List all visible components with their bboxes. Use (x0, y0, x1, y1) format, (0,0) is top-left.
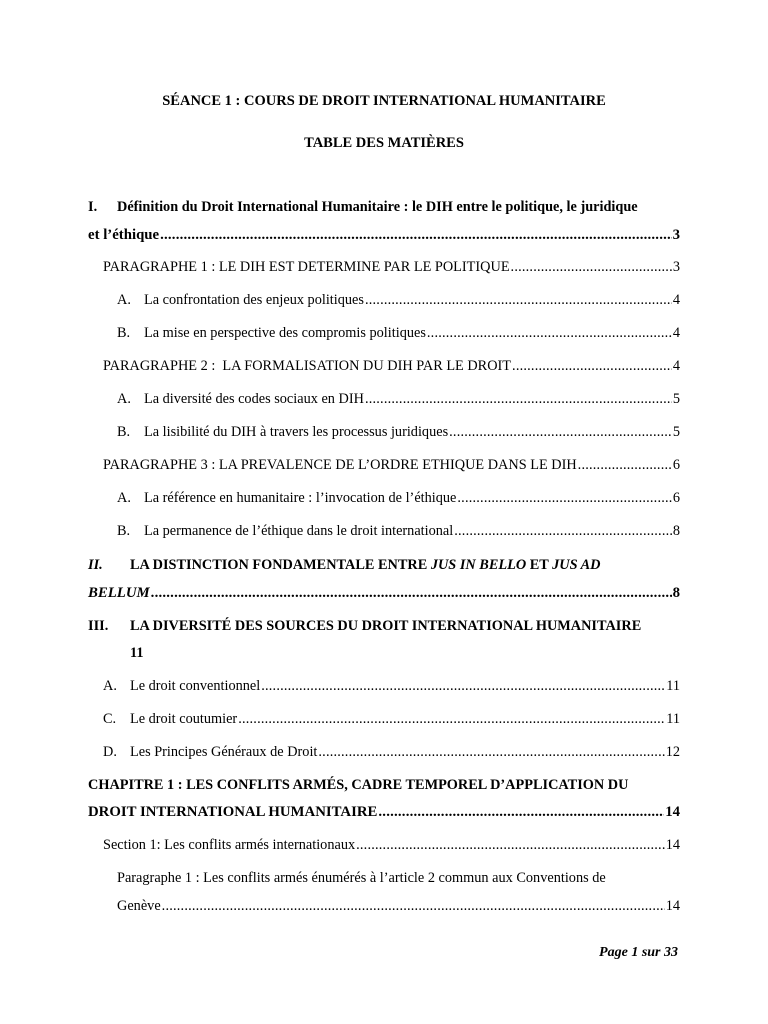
leader-dots (378, 805, 664, 820)
toc-paragraph-3a-entry[interactable] (117, 491, 680, 505)
toc-page-number: 11 (130, 645, 144, 661)
toc-item-title: Section 1: Les conflits armés internationaux (103, 837, 356, 853)
leader-dots (261, 679, 665, 693)
toc-paragraph-2b-entry[interactable] (117, 425, 680, 439)
toc-paragraph-1b-entry[interactable] (117, 326, 680, 340)
toc-item-letter: B. (117, 424, 131, 440)
toc-paragraph-1a-entry[interactable] (117, 293, 680, 307)
toc-paragraph-2-title: PARAGRAPHE 2 : LA FORMALISATION DU DIH PAR LE DROIT (103, 358, 512, 374)
toc-paragraph-2-entry[interactable] (103, 359, 680, 373)
toc-item-title: Les Principes Généraux de Droit (130, 744, 318, 760)
leader-dots (318, 745, 664, 759)
leader-dots (454, 524, 672, 538)
leader-dots (457, 491, 671, 505)
toc-paragraph-2a-entry[interactable] (117, 392, 680, 406)
toc-page-number: 11 (666, 711, 680, 727)
leader-dots (427, 326, 672, 340)
toc-page-number: 12 (665, 744, 680, 760)
toc-item-title: La référence en humanitaire : l’invocation de l’éthique (144, 490, 457, 506)
toc-page-number: 6 (672, 457, 680, 473)
toc-paragraph-3-title: PARAGRAPHE 3 : LA PREVALENCE DE L’ORDRE ETHIQUE DANS LE DIH (103, 457, 577, 473)
document-title: SÉANCE 1 : COURS DE DROIT INTERNATIONAL HUMANITAIRE (162, 93, 606, 109)
toc-paragraph-1-title: PARAGRAPHE 1 : LE DIH EST DETERMINE PAR LE POLITIQUE (103, 259, 510, 275)
toc-item-letter: C. (103, 711, 117, 727)
leader-dots (238, 712, 665, 726)
toc-item-title: La confrontation des enjeux politiques (144, 292, 364, 308)
toc-page-number: 6 (672, 490, 680, 506)
leader-dots (365, 293, 672, 307)
toc-chapter-1-title[interactable]: CHAPITRE 1 : LES CONFLITS ARMÉS, CADRE TEMPOREL D’APPLICATION DU (88, 777, 629, 793)
toc-section-3-title[interactable]: LA DIVERSITÉ DES SOURCES DU DROIT INTERNATIONAL HUMANITAIRE (130, 618, 642, 634)
toc-chapter-1-entry[interactable] (88, 805, 680, 820)
leader-dots (511, 260, 672, 274)
leader-dots (365, 392, 672, 406)
toc-page-number: 8 (672, 523, 680, 539)
toc-section-2-entry[interactable] (88, 586, 680, 601)
toc-item-letter: A. (117, 292, 131, 308)
toc-paragraph-3-entry[interactable] (103, 458, 680, 472)
toc-paragraph-1-entry[interactable] (103, 260, 680, 274)
page-footer-number: Page 1 sur 33 (599, 945, 678, 960)
toc-section-3-number: III. (88, 618, 109, 634)
toc-item-letter: A. (103, 678, 117, 694)
toc-page-number: 4 (672, 325, 680, 341)
toc-item-title: Le droit coutumier (130, 711, 238, 727)
toc-section-1-title-cont: et l’éthique (88, 227, 160, 243)
toc-page-number: 3 (672, 259, 680, 275)
toc-page-number: 11 (666, 678, 680, 694)
toc-chapter-1-paragraph-1-entry[interactable] (117, 899, 680, 913)
leader-dots (578, 458, 672, 472)
leader-dots (449, 425, 672, 439)
toc-paragraph-3b-entry[interactable] (117, 524, 680, 538)
toc-section-2-title: LA DISTINCTION FONDAMENTALE ENTRE JUS IN BELLO ET JUS AD (130, 557, 601, 573)
leader-dots (162, 899, 665, 913)
toc-page-number: 3 (672, 227, 680, 243)
toc-item-letter: A. (117, 490, 131, 506)
toc-section-3c-entry[interactable] (103, 712, 680, 726)
toc-item-title: La lisibilité du DIH à travers les processus juridiques (144, 424, 449, 440)
toc-page-number: 8 (672, 585, 680, 601)
toc-page-number: 14 (665, 837, 680, 853)
toc-page-number: 14 (665, 804, 680, 820)
toc-item-title: La permanence de l’éthique dans le droit international (144, 523, 454, 539)
toc-heading: TABLE DES MATIÈRES (304, 135, 464, 151)
toc-item-title: Le droit conventionnel (130, 678, 261, 694)
toc-chapter-1-title-cont: DROIT INTERNATIONAL HUMANITAIRE (88, 804, 378, 820)
toc-page-number: 5 (672, 391, 680, 407)
toc-chapter-1-paragraph-1-title[interactable]: Paragraphe 1 : Les conflits armés énumérés à l’article 2 commun aux Conventions de (117, 870, 606, 886)
toc-section-1-title: Définition du Droit International Humanitaire : le DIH entre le politique, le juridique (117, 199, 638, 215)
toc-page-number: 4 (672, 292, 680, 308)
toc-section-1-entry[interactable] (88, 228, 680, 243)
leader-dots (160, 228, 671, 243)
toc-chapter-1-section-1-entry[interactable] (103, 838, 680, 852)
toc-item-title: La diversité des codes sociaux en DIH (144, 391, 364, 407)
toc-page-number: 4 (672, 358, 680, 374)
toc-item-letter: B. (117, 523, 131, 539)
toc-item-title: La mise en perspective des compromis politiques (144, 325, 426, 341)
leader-dots (512, 359, 672, 373)
toc-section-2-number: II. (88, 557, 103, 573)
toc-section-3d-entry[interactable] (103, 745, 680, 759)
toc-page-number: 14 (665, 898, 680, 914)
toc-section-3a-entry[interactable] (103, 679, 680, 693)
toc-item-letter: A. (117, 391, 131, 407)
toc-section-2-title-cont: BELLUM (88, 585, 150, 601)
toc-item-title-cont: Genève (117, 898, 161, 914)
toc-item-letter: D. (103, 744, 117, 760)
leader-dots (356, 838, 665, 852)
toc-page-number: 5 (672, 424, 680, 440)
toc-section-1-number: I. (88, 199, 98, 215)
toc-item-letter: B. (117, 325, 131, 341)
leader-dots (151, 586, 672, 601)
